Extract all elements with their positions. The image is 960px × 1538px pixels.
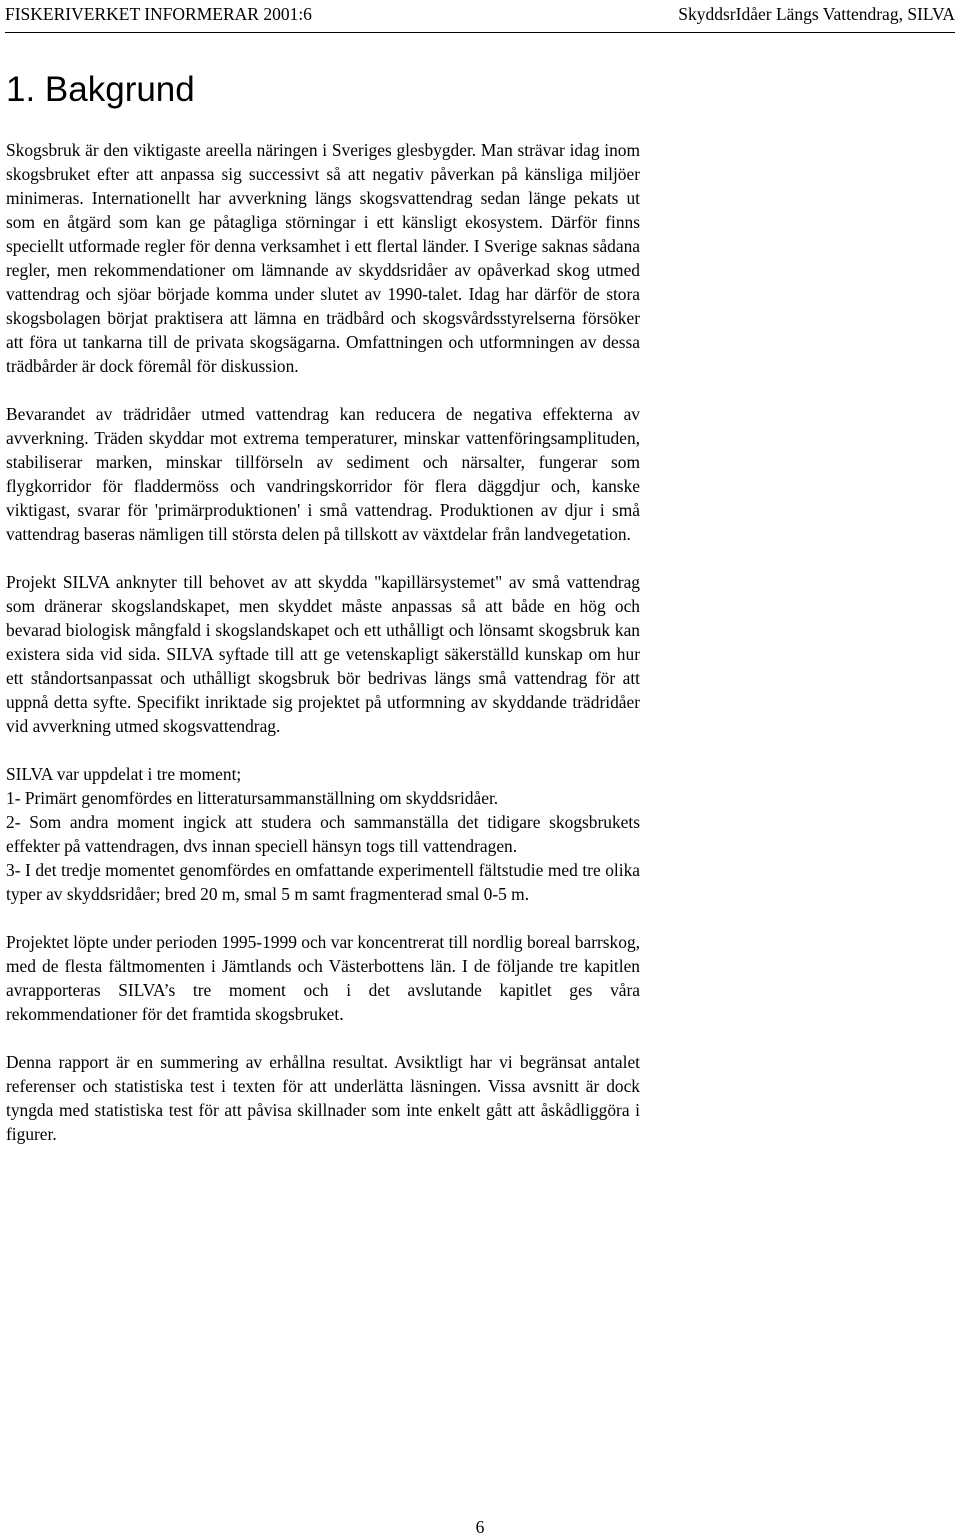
header-publication: FISKERIVERKET INFORMERAR 2001:6 [5,4,312,24]
paragraph-background: Skogsbruk är den viktigaste areella näringen i Sveriges glesbygder. Man strävar idag inom skogsbruket efter att anpassa sig successivt så att negativ påverkan på känsliga miljöer minimeras. Internationellt har avverkning längs skogsvattendrag sedan länge pekats ut som en åtgärd som kan ge påtagliga störningar i ett känsligt ekosystem. Därför finns speciellt utformade regler för denna verksamhet i ett flertal länder. I Sverige saknas sådana regler, men rekommendationer om lämnande av skyddsridåer av opåverkad skog utmed vattendrag och sjöar började komma under slutet av 1990-talet. Idag har därför de stora skogsbolagen börjat praktisera att lämna en trädbård och skogsvårdsstyrelserna försöker att föra ut tankarna till de privata skogsägarna. Omfattningen och utformningen av dessa trädbårder är dock föremål för diskussion. [6,140,640,376]
section-body [6,138,640,1170]
list-item: 2- Som andra moment ingick att studera och sammanställa det tidigare skogsbrukets effekter på vattendragen, dvs innan speciell hänsyn togs till vattendragen. [6,812,640,856]
running-header [5,2,955,33]
header-report-title: SkyddsrIdåer Längs Vattendrag, SILVA [678,4,955,24]
paragraph-project-silva: Projekt SILVA anknyter till behovet av att skydda "kapillärsystemet" av små vattendrag som dränerar skogslandskapet, men skyddet måste anpassas så att både en hög och bevarad biologisk mångfald i skogslandskapet och ett uthålligt och lönsamt skogsbruk kan existera sida vid sida. SILVA syftade till att ge vetenskapligt säkerställd kunskap om hur ett ståndortsanpassat och uthålligt skogsbruk bör bedrivas längs små vattendrag för att uppnå detta syfte. Specifikt inriktade sig projektet på utformning av skyddande trädridåer vid avverkning utmed skogsvattendrag. [6,572,640,736]
list-item: 3- I det tredje momentet genomfördes en omfattande experimentell fältstudie med tre olika typer av skyddsridåer; bred 20 m, smal 5 m samt fragmenterad smal 0-5 m. [6,860,640,904]
project-moments-list [6,762,640,906]
paragraph-report-summary: Denna rapport är en summering av erhållna resultat. Avsiktligt har vi begränsat antalet referenser och statistiska test i texten för att underlätta läsningen. Vissa avsnitt är dock tyngda med statistiska test för att påvisa skillnader som inte enkelt gått att åskådliggöra i figurer. [6,1052,640,1144]
page-number: 6 [475,1517,485,1537]
section-heading: 1. Bakgrund [6,70,195,109]
paragraph-project-period: Projektet löpte under perioden 1995-1999 och var koncentrerat till nordlig boreal barrskog, med de flesta fältmomenten i Jämtlands och Västerbottens län. I de följande tre kapitlen avrapporteras SILVA’s tre moment och i det avslutande kapitlet ges våra rekommendationer för det framtida skogsbruket. [6,932,640,1024]
paragraph-tree-corridors: Bevarandet av trädridåer utmed vattendrag kan reducera de negativa effekterna av avverkning. Träden skyddar mot extrema temperaturer, minskar vattenföringsamplituden, stabiliserar marken, minskar tillförseln av sediment och närsalter, fungerar som flygkorridor för fladdermöss och vandringskorridor för flera däggdjur och, kanske viktigast, svarar för 'primärproduktionen' i små vattendrag. Produktionen av djur i små vattendrag baseras nämligen till största delen på tillskott av växtdelar från landvegetation. [6,404,640,544]
list-item: 1- Primärt genomfördes en litteratursammanställning om skyddsridåer. [6,788,499,808]
list-intro: SILVA var uppdelat i tre moment; [6,764,242,784]
